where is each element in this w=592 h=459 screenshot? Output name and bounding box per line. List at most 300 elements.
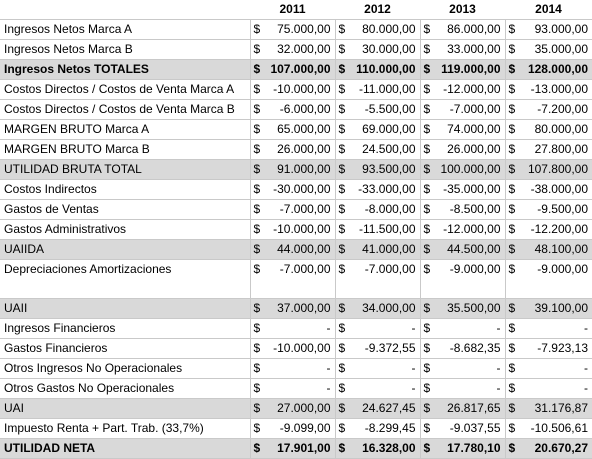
- value-cell[interactable]: [420, 220, 505, 240]
- currency-symbol: $: [338, 401, 346, 415]
- value-cell[interactable]: [505, 379, 592, 399]
- currency-symbol: $: [338, 142, 346, 156]
- amount-value: -: [584, 361, 588, 375]
- table-row: [0, 60, 592, 80]
- amount-value: 16.328,00: [362, 441, 416, 455]
- value-cell[interactable]: [335, 120, 420, 140]
- value-cell[interactable]: [250, 299, 335, 319]
- amount-value: 80.000,00: [362, 22, 416, 36]
- amount-value: -9.000,00: [537, 262, 588, 276]
- year-2013[interactable]: 2013: [420, 0, 505, 20]
- currency-symbol: $: [253, 401, 261, 415]
- table-row: [0, 160, 592, 180]
- value-cell[interactable]: [335, 359, 420, 379]
- value-cell[interactable]: [335, 160, 420, 180]
- value-cell[interactable]: [420, 140, 505, 160]
- year-2011[interactable]: 2011: [250, 0, 335, 20]
- currency-symbol: $: [253, 242, 261, 256]
- amount-value: -8.000,00: [364, 202, 416, 216]
- table-row: [0, 359, 592, 379]
- table-row: [0, 180, 592, 200]
- currency-symbol: $: [253, 381, 261, 395]
- row-label[interactable]: Depreciaciones Amortizaciones: [0, 260, 250, 299]
- value-cell[interactable]: [420, 100, 505, 120]
- amount-value: 32.000,00: [277, 42, 331, 56]
- row-label[interactable]: UTILIDAD BRUTA TOTAL: [0, 160, 250, 180]
- value-cell[interactable]: [250, 339, 335, 359]
- value-cell[interactable]: [505, 80, 592, 100]
- value-cell[interactable]: [505, 319, 592, 339]
- value-cell[interactable]: [335, 439, 420, 459]
- value-cell[interactable]: [505, 220, 592, 240]
- value-cell[interactable]: [505, 299, 592, 319]
- amount-value: 65.000,00: [277, 122, 331, 136]
- currency-symbol: $: [253, 122, 261, 136]
- currency-symbol: $: [508, 202, 516, 216]
- currency-symbol: $: [423, 62, 431, 76]
- amount-value: 34.000,00: [362, 301, 416, 315]
- value-cell[interactable]: [420, 439, 505, 459]
- currency-symbol: $: [508, 301, 516, 315]
- row-label[interactable]: Gastos Financieros: [0, 339, 250, 359]
- value-cell[interactable]: [505, 200, 592, 220]
- value-cell[interactable]: [505, 180, 592, 200]
- amount-value: 107.800,00: [527, 162, 588, 176]
- value-cell[interactable]: [250, 319, 335, 339]
- table-row: [0, 240, 592, 260]
- amount-value: 24.627,45: [362, 401, 416, 415]
- row-label[interactable]: UAII: [0, 299, 250, 319]
- amount-value: -35.000,00: [443, 182, 501, 196]
- amount-value: -7.000,00: [279, 202, 331, 216]
- table-row: [0, 419, 592, 439]
- amount-value: -7.000,00: [449, 102, 501, 116]
- amount-value: 30.000,00: [362, 42, 416, 56]
- value-cell[interactable]: [505, 20, 592, 40]
- value-cell[interactable]: [250, 359, 335, 379]
- amount-value: -7.200,00: [537, 102, 588, 116]
- year-2012[interactable]: 2012: [335, 0, 420, 20]
- currency-symbol: $: [423, 122, 431, 136]
- value-cell[interactable]: [420, 260, 505, 299]
- currency-symbol: $: [253, 82, 261, 96]
- value-cell[interactable]: [420, 299, 505, 319]
- amount-value: 119.000,00: [441, 62, 501, 76]
- row-label[interactable]: Costos Directos / Costos de Venta Marca B: [0, 100, 250, 120]
- currency-symbol: $: [338, 102, 346, 116]
- amount-value: -9.037,55: [449, 421, 501, 435]
- row-label[interactable]: UAIIDA: [0, 240, 250, 260]
- value-cell[interactable]: [420, 40, 505, 60]
- currency-symbol: $: [423, 301, 431, 315]
- header-row: [0, 0, 592, 20]
- amount-value: 44.000,00: [277, 242, 331, 256]
- amount-value: 26.000,00: [277, 142, 331, 156]
- value-cell[interactable]: [335, 200, 420, 220]
- amount-value: 91.000,00: [277, 162, 331, 176]
- currency-symbol: $: [508, 162, 516, 176]
- value-cell[interactable]: [505, 160, 592, 180]
- amount-value: 35.000,00: [534, 42, 588, 56]
- amount-value: -: [326, 361, 331, 375]
- amount-value: 17.780,10: [447, 441, 501, 455]
- value-cell[interactable]: [335, 240, 420, 260]
- amount-value: 39.100,00: [534, 301, 588, 315]
- currency-symbol: $: [423, 421, 431, 435]
- currency-symbol: $: [338, 361, 346, 375]
- value-cell[interactable]: [250, 160, 335, 180]
- currency-symbol: $: [508, 82, 516, 96]
- amount-value: -9.099,00: [279, 421, 331, 435]
- value-cell[interactable]: [505, 359, 592, 379]
- table-row: [0, 140, 592, 160]
- currency-symbol: $: [253, 102, 261, 116]
- currency-symbol: $: [423, 381, 431, 395]
- amount-value: 37.000,00: [277, 301, 331, 315]
- table-row: [0, 20, 592, 40]
- amount-value: 93.500,00: [362, 162, 416, 176]
- currency-symbol: $: [508, 441, 516, 455]
- amount-value: -10.000,00: [273, 82, 331, 96]
- amount-value: 69.000,00: [362, 122, 416, 136]
- currency-symbol: $: [423, 321, 431, 335]
- currency-symbol: $: [423, 441, 431, 455]
- row-label[interactable]: Otros Gastos No Operacionales: [0, 379, 250, 399]
- currency-symbol: $: [253, 361, 261, 375]
- value-cell[interactable]: [335, 319, 420, 339]
- currency-symbol: $: [253, 421, 261, 435]
- amount-value: -33.000,00: [358, 182, 416, 196]
- value-cell[interactable]: [420, 419, 505, 439]
- value-cell[interactable]: [250, 379, 335, 399]
- currency-symbol: $: [508, 22, 516, 36]
- amount-value: 74.000,00: [447, 122, 501, 136]
- value-cell[interactable]: [250, 140, 335, 160]
- currency-symbol: $: [508, 102, 516, 116]
- amount-value: -: [411, 381, 416, 395]
- value-cell[interactable]: [420, 180, 505, 200]
- currency-symbol: $: [253, 62, 261, 76]
- value-cell[interactable]: [335, 339, 420, 359]
- currency-symbol: $: [423, 22, 431, 36]
- table-row: [0, 100, 592, 120]
- row-label[interactable]: Ingresos Netos TOTALES: [0, 60, 250, 80]
- amount-value: -7.000,00: [279, 262, 331, 276]
- value-cell[interactable]: [505, 439, 592, 459]
- currency-symbol: $: [253, 341, 261, 355]
- amount-value: -: [496, 381, 501, 395]
- amount-value: 20.670,27: [534, 441, 588, 455]
- value-cell[interactable]: [420, 379, 505, 399]
- currency-symbol: $: [423, 242, 431, 256]
- currency-symbol: $: [423, 222, 431, 236]
- value-cell[interactable]: [250, 60, 335, 80]
- row-label[interactable]: Gastos Administrativos: [0, 220, 250, 240]
- value-cell[interactable]: [505, 60, 592, 80]
- value-cell[interactable]: [505, 260, 592, 299]
- table-row: [0, 40, 592, 60]
- currency-symbol: $: [423, 42, 431, 56]
- row-label[interactable]: Costos Directos / Costos de Venta Marca A: [0, 80, 250, 100]
- value-cell[interactable]: [420, 160, 505, 180]
- table-row: [0, 339, 592, 359]
- currency-symbol: $: [338, 182, 346, 196]
- value-cell[interactable]: [420, 359, 505, 379]
- table-row: [0, 220, 592, 240]
- currency-symbol: $: [508, 321, 516, 335]
- value-cell[interactable]: [505, 100, 592, 120]
- value-cell[interactable]: [335, 379, 420, 399]
- amount-value: -8.299,45: [364, 421, 416, 435]
- currency-symbol: $: [253, 42, 261, 56]
- value-cell[interactable]: [505, 399, 592, 419]
- row-label[interactable]: Impuesto Renta + Part. Trab. (33,7%): [0, 419, 250, 439]
- currency-symbol: $: [253, 441, 261, 455]
- value-cell[interactable]: [335, 220, 420, 240]
- amount-value: 24.500,00: [362, 142, 416, 156]
- value-cell[interactable]: [250, 439, 335, 459]
- currency-symbol: $: [253, 222, 261, 236]
- currency-symbol: $: [253, 301, 261, 315]
- currency-symbol: $: [508, 341, 516, 355]
- currency-symbol: $: [423, 262, 431, 276]
- currency-symbol: $: [423, 361, 431, 375]
- value-cell[interactable]: [250, 100, 335, 120]
- currency-symbol: $: [338, 82, 346, 96]
- currency-symbol: $: [508, 122, 516, 136]
- currency-symbol: $: [423, 162, 431, 176]
- currency-symbol: $: [423, 182, 431, 196]
- amount-value: -8.682,35: [449, 341, 501, 355]
- table-row: [0, 379, 592, 399]
- value-cell[interactable]: [420, 319, 505, 339]
- table-row: [0, 299, 592, 319]
- amount-value: -10.000,00: [273, 341, 331, 355]
- value-cell[interactable]: [420, 80, 505, 100]
- amount-value: 44.500,00: [447, 242, 501, 256]
- amount-value: -: [496, 321, 501, 335]
- currency-symbol: $: [253, 142, 261, 156]
- value-cell[interactable]: [335, 40, 420, 60]
- currency-symbol: $: [423, 102, 431, 116]
- currency-symbol: $: [253, 162, 261, 176]
- currency-symbol: $: [338, 321, 346, 335]
- currency-symbol: $: [253, 22, 261, 36]
- currency-symbol: $: [423, 202, 431, 216]
- value-cell[interactable]: [335, 60, 420, 80]
- value-cell[interactable]: [335, 20, 420, 40]
- currency-symbol: $: [253, 182, 261, 196]
- table-row: [0, 260, 592, 299]
- currency-symbol: $: [338, 162, 346, 176]
- currency-symbol: $: [508, 361, 516, 375]
- value-cell[interactable]: [420, 339, 505, 359]
- amount-value: 26.000,00: [447, 142, 501, 156]
- amount-value: 100.000,00: [440, 162, 501, 176]
- value-cell[interactable]: [335, 260, 420, 299]
- year-2014[interactable]: 2014: [505, 0, 592, 20]
- row-label[interactable]: Ingresos Netos Marca A: [0, 20, 250, 40]
- amount-value: -8.500,00: [449, 202, 501, 216]
- value-cell[interactable]: [250, 80, 335, 100]
- currency-symbol: $: [508, 182, 516, 196]
- value-cell[interactable]: [335, 399, 420, 419]
- currency-symbol: $: [423, 82, 431, 96]
- value-cell[interactable]: [420, 240, 505, 260]
- currency-symbol: $: [338, 62, 346, 76]
- row-label[interactable]: MARGEN BRUTO Marca A: [0, 120, 250, 140]
- amount-value: -10.506,61: [530, 421, 588, 435]
- amount-value: -30.000,00: [273, 182, 331, 196]
- table-row: [0, 319, 592, 339]
- currency-symbol: $: [338, 42, 346, 56]
- amount-value: 17.901,00: [277, 441, 331, 455]
- row-label[interactable]: UTILIDAD NETA: [0, 439, 250, 459]
- currency-symbol: $: [338, 222, 346, 236]
- amount-value: 35.500,00: [447, 301, 501, 315]
- amount-value: 110.000,00: [356, 62, 416, 76]
- value-cell[interactable]: [505, 140, 592, 160]
- value-cell[interactable]: [250, 40, 335, 60]
- value-cell[interactable]: [250, 180, 335, 200]
- table-row: [0, 439, 592, 459]
- row-label[interactable]: Costos Indirectos: [0, 180, 250, 200]
- amount-value: -10.000,00: [273, 222, 331, 236]
- currency-symbol: $: [253, 202, 261, 216]
- value-cell[interactable]: [335, 180, 420, 200]
- value-cell[interactable]: [505, 419, 592, 439]
- amount-value: -12.000,00: [443, 82, 501, 96]
- currency-symbol: $: [338, 421, 346, 435]
- amount-value: -: [496, 361, 501, 375]
- value-cell[interactable]: [335, 80, 420, 100]
- amount-value: -7.000,00: [364, 262, 416, 276]
- currency-symbol: $: [338, 22, 346, 36]
- amount-value: 26.817,65: [447, 401, 501, 415]
- currency-symbol: $: [423, 142, 431, 156]
- value-cell[interactable]: [335, 100, 420, 120]
- amount-value: -12.000,00: [443, 222, 501, 236]
- value-cell[interactable]: [250, 399, 335, 419]
- amount-value: 31.176,87: [534, 401, 588, 415]
- amount-value: -9.500,00: [537, 202, 588, 216]
- currency-symbol: $: [253, 321, 261, 335]
- amount-value: 33.000,00: [447, 42, 501, 56]
- value-cell[interactable]: [505, 240, 592, 260]
- value-cell[interactable]: [335, 299, 420, 319]
- currency-symbol: $: [338, 202, 346, 216]
- amount-value: 41.000,00: [362, 242, 416, 256]
- amount-value: -11.000,00: [359, 82, 416, 96]
- currency-symbol: $: [338, 301, 346, 315]
- value-cell[interactable]: [420, 200, 505, 220]
- currency-symbol: $: [338, 262, 346, 276]
- value-cell[interactable]: [335, 419, 420, 439]
- amount-value: 27.800,00: [534, 142, 588, 156]
- amount-value: -: [584, 381, 588, 395]
- table-row: [0, 80, 592, 100]
- amount-value: -11.500,00: [359, 222, 416, 236]
- currency-symbol: $: [508, 381, 516, 395]
- currency-symbol: $: [338, 341, 346, 355]
- currency-symbol: $: [508, 401, 516, 415]
- currency-symbol: $: [338, 122, 346, 136]
- currency-symbol: $: [423, 341, 431, 355]
- value-cell[interactable]: [250, 20, 335, 40]
- amount-value: -: [411, 321, 416, 335]
- row-label[interactable]: Ingresos Netos Marca B: [0, 40, 250, 60]
- currency-symbol: $: [508, 262, 516, 276]
- amount-value: 75.000,00: [277, 22, 331, 36]
- amount-value: -: [411, 361, 416, 375]
- currency-symbol: $: [338, 242, 346, 256]
- amount-value: -: [326, 321, 331, 335]
- currency-symbol: $: [338, 441, 346, 455]
- row-label[interactable]: Ingresos Financieros: [0, 319, 250, 339]
- table-row: [0, 200, 592, 220]
- amount-value: 93.000,00: [534, 22, 588, 36]
- row-label[interactable]: UAI: [0, 399, 250, 419]
- value-cell[interactable]: [420, 20, 505, 40]
- currency-symbol: $: [508, 62, 516, 76]
- row-label[interactable]: Otros Ingresos No Operacionales: [0, 359, 250, 379]
- currency-symbol: $: [508, 222, 516, 236]
- value-cell[interactable]: [505, 339, 592, 359]
- value-cell[interactable]: [250, 240, 335, 260]
- value-cell[interactable]: [420, 120, 505, 140]
- value-cell[interactable]: [250, 120, 335, 140]
- amount-value: -9.000,00: [449, 262, 501, 276]
- amount-value: 128.000,00: [527, 62, 588, 76]
- amount-value: -38.000,00: [530, 182, 588, 196]
- currency-symbol: $: [508, 142, 516, 156]
- amount-value: -9.372,55: [364, 341, 416, 355]
- amount-value: -: [326, 381, 331, 395]
- amount-value: -7.923,13: [537, 341, 588, 355]
- value-cell[interactable]: [335, 140, 420, 160]
- currency-symbol: $: [253, 262, 261, 276]
- value-cell[interactable]: [420, 399, 505, 419]
- amount-value: -: [584, 321, 588, 335]
- amount-value: 48.100,00: [534, 242, 588, 256]
- amount-value: 80.000,00: [534, 122, 588, 136]
- value-cell[interactable]: [420, 60, 505, 80]
- row-label[interactable]: Gastos de Ventas: [0, 200, 250, 220]
- currency-symbol: $: [508, 421, 516, 435]
- amount-value: -13.000,00: [530, 82, 588, 96]
- amount-value: -5.500,00: [364, 102, 416, 116]
- value-cell[interactable]: [250, 220, 335, 240]
- currency-symbol: $: [508, 242, 516, 256]
- value-cell[interactable]: [505, 40, 592, 60]
- amount-value: 107.000,00: [270, 62, 331, 76]
- row-label[interactable]: MARGEN BRUTO Marca B: [0, 140, 250, 160]
- value-cell[interactable]: [505, 120, 592, 140]
- currency-symbol: $: [508, 42, 516, 56]
- table-row: [0, 120, 592, 140]
- value-cell[interactable]: [250, 419, 335, 439]
- value-cell[interactable]: [250, 200, 335, 220]
- amount-value: 27.000,00: [277, 401, 331, 415]
- amount-value: 86.000,00: [447, 22, 501, 36]
- header-blank: [0, 0, 250, 20]
- currency-symbol: $: [423, 401, 431, 415]
- amount-value: -12.200,00: [530, 222, 588, 236]
- currency-symbol: $: [338, 381, 346, 395]
- table-row: [0, 399, 592, 419]
- value-cell[interactable]: [250, 260, 335, 299]
- amount-value: -6.000,00: [279, 102, 331, 116]
